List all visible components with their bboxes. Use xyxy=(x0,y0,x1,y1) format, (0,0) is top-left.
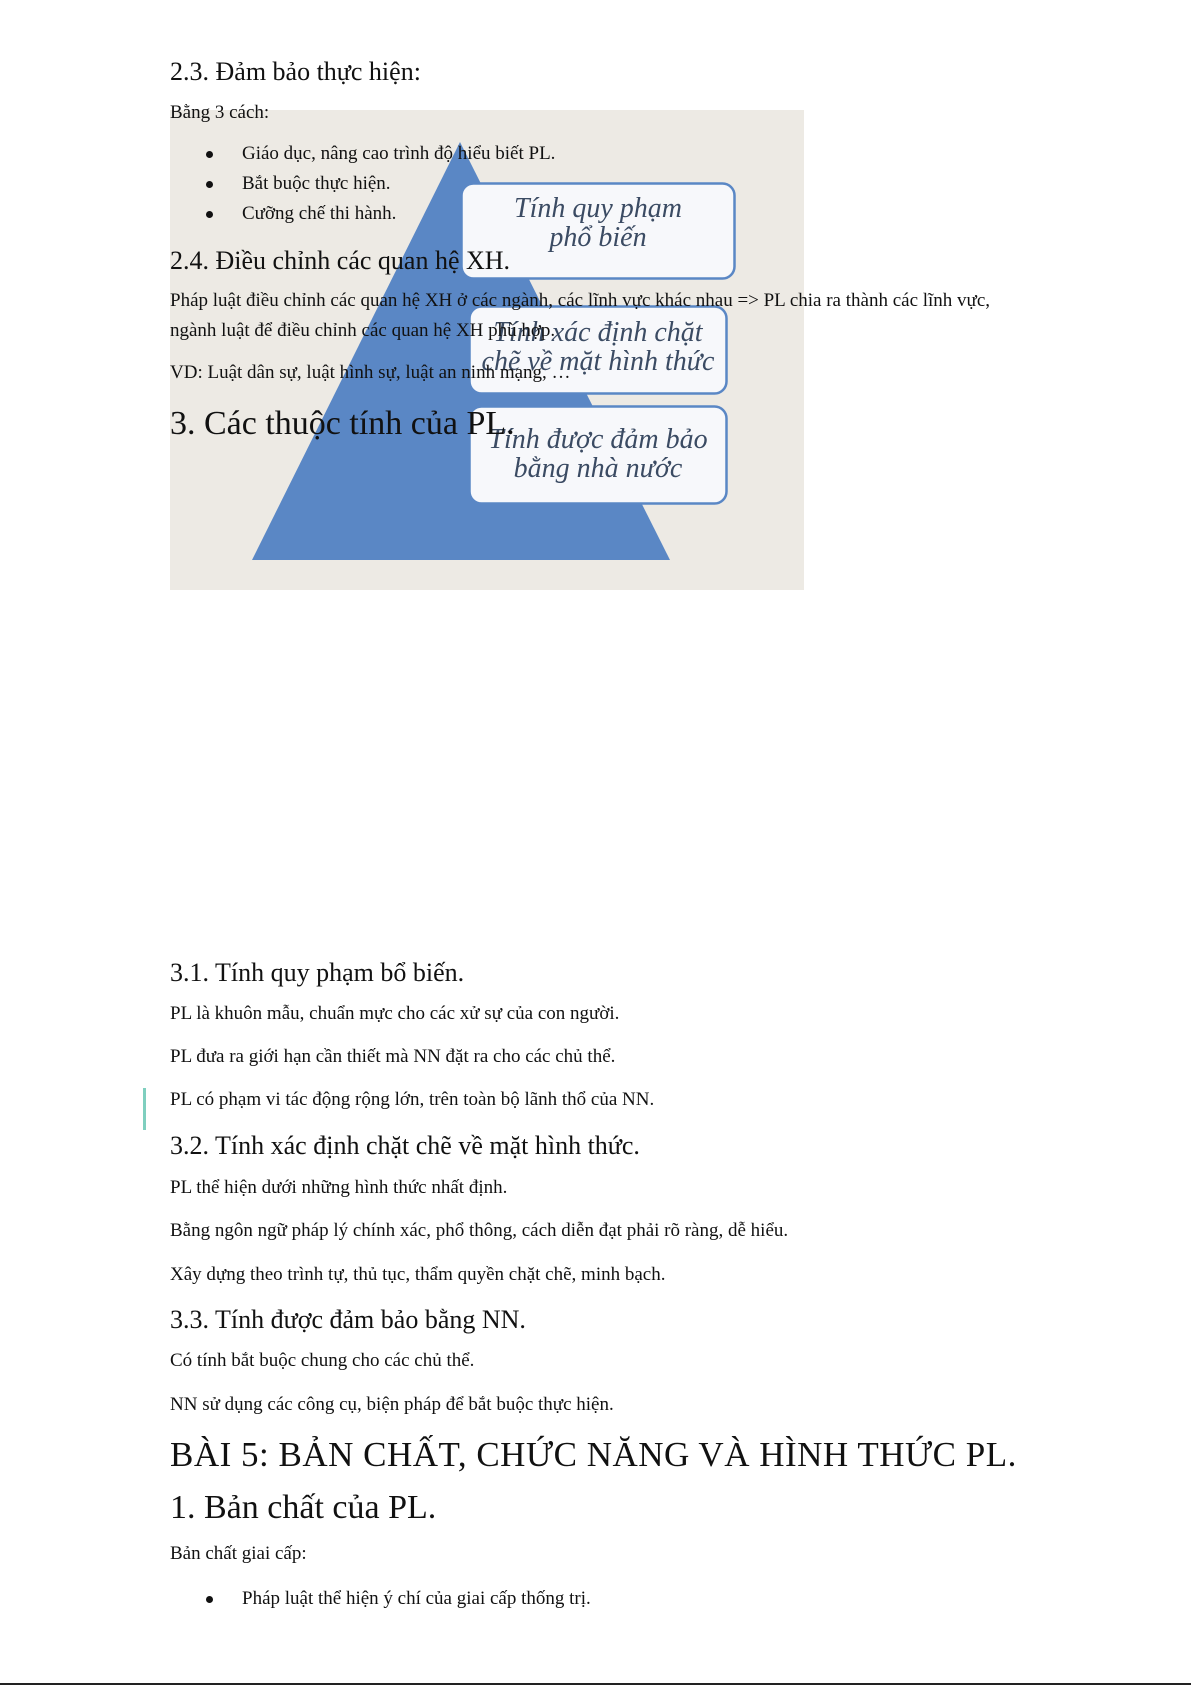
list-item: Pháp luật thể hiện ý chí của giai cấp thống trị. xyxy=(242,1588,591,1609)
list-item: Bắt buộc thực hiện. xyxy=(242,173,391,194)
list-item: Giáo dục, nâng cao trình độ hiểu biết PL. xyxy=(242,143,556,164)
paragraph: Xây dựng theo trình tự, thủ tục, thẩm quyền chặt chẽ, minh bạch. xyxy=(170,1264,666,1285)
heading-3-2: 3.2. Tính xác định chặt chẽ về mặt hình thức. xyxy=(170,1131,640,1160)
attribute-box-3-text: Tính được đảm bảo bằng nhà nước xyxy=(488,424,708,484)
paragraph: Bản chất giai cấp: xyxy=(170,1543,307,1564)
paragraph: Có tính bắt buộc chung cho các chủ thể. xyxy=(170,1350,475,1371)
paragraph-line: Pháp luật điều chỉnh các quan hệ XH ở các ngành, các lĩnh vực khác nhau => PL chia ra thành các lĩnh vực, xyxy=(170,290,991,311)
heading-3-1: 3.1. Tính quy phạm bổ biến. xyxy=(170,958,465,987)
lesson-5-title: BÀI 5: BẢN CHẤT, CHỨC NĂNG VÀ HÌNH THỨC PL. xyxy=(170,1435,1017,1474)
paragraph: NN sử dụng các công cụ, biện pháp để bắt buộc thực hiện. xyxy=(170,1394,614,1415)
paragraph: PL là khuôn mẫu, chuẩn mực cho các xử sự của con người. xyxy=(170,1003,620,1024)
attribute-box-1-text: Tính quy phạm phổ biến xyxy=(514,193,682,253)
bullet-icon xyxy=(206,181,213,188)
heading-3-3: 3.3. Tính được đảm bảo bằng NN. xyxy=(170,1305,526,1334)
heading-3: 3. Các thuộc tính của PL. xyxy=(170,405,515,442)
paragraph: PL có phạm vi tác động rộng lớn, trên toàn bộ lãnh thổ của NN. xyxy=(170,1089,655,1110)
paragraph: PL thể hiện dưới những hình thức nhất định. xyxy=(170,1177,508,1198)
paragraph-example: VD: Luật dân sự, luật hình sự, luật an ninh mạng, … xyxy=(170,362,571,383)
list-item: Cưỡng chế thi hành. xyxy=(242,203,397,224)
bullet-icon xyxy=(206,1596,213,1603)
bullet-icon xyxy=(206,211,213,218)
attribute-box-2-text: Tính xác định chặt chẽ về mặt hình thức xyxy=(481,317,715,377)
paragraph-three-ways: Bằng 3 cách: xyxy=(170,102,270,123)
paragraph: Bằng ngôn ngữ pháp lý chính xác, phổ thông, cách diễn đạt phải rõ ràng, dễ hiểu. xyxy=(170,1220,789,1241)
revision-change-bar xyxy=(143,1088,146,1130)
heading-lesson5-1: 1. Bản chất của PL. xyxy=(170,1489,437,1526)
paragraph-line: ngành luật để điều chỉnh các quan hệ XH phù hợp. xyxy=(170,320,556,341)
heading-2-3: 2.3. Đảm bảo thực hiện: xyxy=(170,57,421,86)
paragraph: PL đưa ra giới hạn cần thiết mà NN đặt ra cho các chủ thể. xyxy=(170,1046,616,1067)
bullet-icon xyxy=(206,151,213,158)
heading-2-4: 2.4. Điều chỉnh các quan hệ XH. xyxy=(170,246,511,275)
